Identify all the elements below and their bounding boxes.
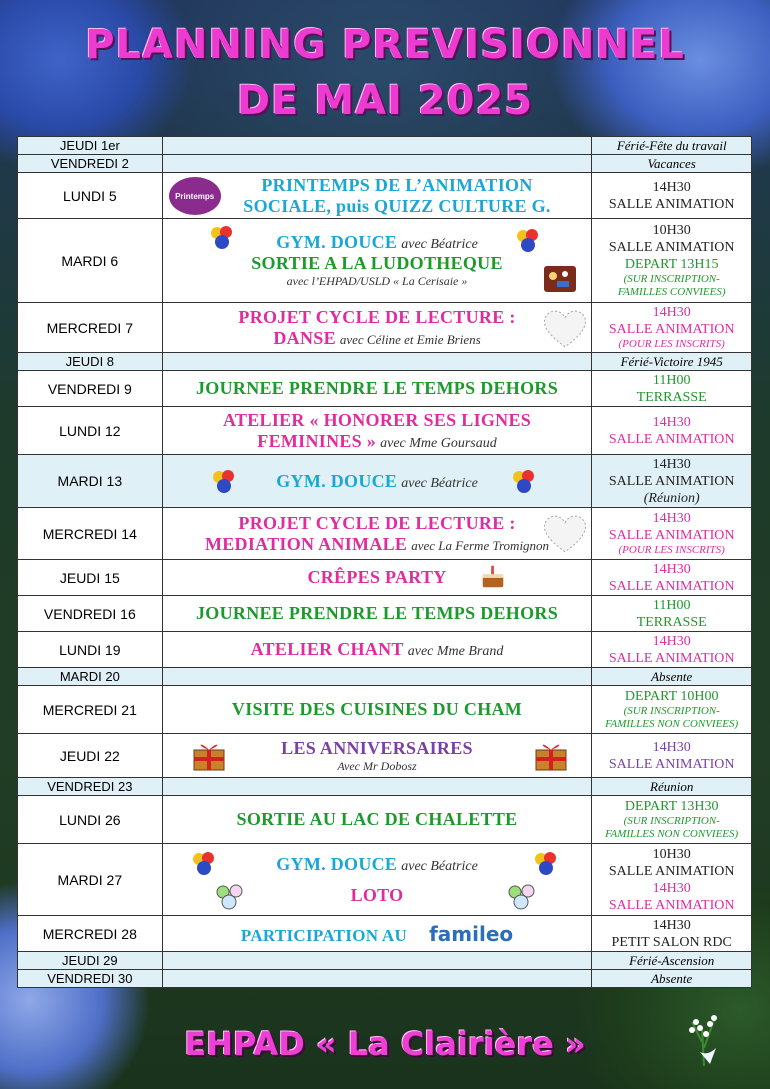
activity-subtitle: avec Béatrice — [401, 237, 478, 252]
activity-title: GYM. DOUCE — [276, 232, 398, 252]
activity-title: FEMININES » — [257, 430, 377, 451]
activity-line — [163, 854, 592, 875]
day-cell: LUNDI 19 — [18, 632, 163, 668]
info-line: SALLE ANIMATION — [608, 322, 735, 337]
day-cell: JEUDI 29 — [18, 952, 163, 970]
activity-line: PROJET CYCLE DE LECTURE : — [238, 512, 516, 533]
gift-icon — [533, 739, 569, 771]
info-note: (SUR INSCRIPTION- — [623, 815, 720, 827]
activity-title: GYM. DOUCE — [276, 853, 398, 874]
info-line: 14H30 — [652, 456, 691, 472]
activity-line: CRÊPES PARTY — [307, 567, 447, 587]
activity-line: LES ANNIVERSAIRES — [281, 737, 473, 758]
day-cell: JEUDI 22 — [18, 734, 163, 778]
info-cell: Absente — [592, 668, 752, 686]
table-row — [18, 734, 752, 778]
activity-cell — [162, 137, 592, 155]
info-line: 11H00 — [652, 372, 691, 388]
table-row — [18, 137, 752, 155]
table-row — [18, 371, 752, 407]
gym-balls-icon — [533, 850, 559, 876]
activity-subtitle: avec La Ferme Tromignon — [411, 537, 550, 553]
activity-subtitle: avec Céline et Emie Briens — [339, 331, 481, 347]
day-cell: JEUDI 15 — [18, 560, 163, 596]
activity-line — [163, 431, 592, 452]
activity-line: SORTIE A LA LUDOTHEQUE — [251, 253, 503, 273]
table-row — [18, 508, 752, 560]
info-line: 10H30 — [652, 223, 691, 238]
info-line: SALLE ANIMATION — [608, 196, 735, 212]
activity-subtitle: avec Mme Brand — [407, 644, 504, 659]
activity-cell — [162, 668, 592, 686]
info-line: 14H30 — [652, 305, 691, 320]
info-line: TERRASSE — [636, 614, 707, 630]
info-line: SALLE ANIMATION — [608, 240, 735, 255]
activity-line: SORTIE AU LAC DE CHALETTE — [236, 809, 518, 829]
loto-balls-icon — [507, 884, 537, 910]
table-row — [18, 916, 752, 952]
table-row — [18, 173, 752, 219]
activity-cell — [162, 596, 592, 632]
table-row — [18, 796, 752, 844]
activity-line: JOURNEE PRENDRE LE TEMPS DEHORS — [196, 603, 559, 623]
table-row — [18, 668, 752, 686]
info-cell — [592, 560, 752, 596]
info-line: SALLE ANIMATION — [608, 897, 735, 913]
activity-cell — [162, 632, 592, 668]
info-cell — [592, 916, 752, 952]
day-cell: VENDREDI 16 — [18, 596, 163, 632]
activity-cell — [162, 778, 592, 796]
day-cell: VENDREDI 30 — [18, 970, 163, 988]
info-line: 14H30 — [652, 511, 691, 526]
activity-cell — [162, 219, 592, 303]
lily-of-the-valley-icon — [680, 1008, 728, 1068]
activity-cell — [162, 844, 592, 916]
info-note: FAMILLES CONVIEES) — [617, 286, 726, 298]
activity-line: LOTO — [350, 884, 404, 905]
info-cell — [592, 796, 752, 844]
info-line: TERRASSE — [636, 389, 707, 405]
activity-subtitle: avec Béatrice — [401, 858, 478, 874]
info-line: 10H30 — [652, 846, 691, 862]
info-cell — [592, 844, 752, 916]
day-cell: MERCREDI 28 — [18, 916, 163, 952]
board-games-icon — [543, 263, 577, 295]
info-line: 14H30 — [652, 414, 691, 430]
day-cell: VENDREDI 2 — [18, 155, 163, 173]
page-title-line2: DE MAI 2025 — [236, 78, 534, 124]
table-row — [18, 686, 752, 734]
famileo-logo: famileo — [429, 921, 514, 946]
activity-cell — [162, 407, 592, 455]
gym-balls-icon — [191, 850, 217, 876]
day-cell: MARDI 27 — [18, 844, 163, 916]
info-line: DEPART 13H15 — [624, 257, 719, 272]
info-cell — [592, 407, 752, 455]
info-note: FAMILLES NON CONVIEES) — [605, 828, 739, 840]
activity-subtitle: avec Mme Goursaud — [380, 435, 497, 451]
activity-line — [163, 534, 592, 555]
activity-line: VISITE DES CUISINES DU CHAM — [231, 699, 523, 719]
info-line: 14H30 — [652, 917, 691, 933]
day-cell: MERCREDI 21 — [18, 686, 163, 734]
info-line: SALLE ANIMATION — [608, 756, 735, 772]
activity-line: avec l’EHPAD/USLD « La Cerisaie » — [286, 274, 468, 288]
planning-table — [17, 136, 752, 988]
info-cell — [592, 303, 752, 353]
info-cell — [592, 173, 752, 219]
day-cell: MARDI 13 — [18, 455, 163, 508]
table-row — [18, 560, 752, 596]
table-row — [18, 353, 752, 371]
info-line: 14H30 — [652, 633, 691, 649]
info-note: (POUR LES INSCRITS) — [618, 338, 725, 350]
gym-balls-icon — [209, 224, 235, 250]
info-cell — [592, 455, 752, 508]
day-cell: VENDREDI 23 — [18, 778, 163, 796]
info-line: (Réunion) — [643, 490, 700, 506]
activity-line: Avec Mr Dobosz — [337, 758, 417, 773]
info-line: 14H30 — [652, 561, 691, 577]
info-line: SALLE ANIMATION — [608, 863, 735, 879]
activity-title: PARTICIPATION AU — [240, 925, 408, 945]
activity-line: SOCIALE, puis QUIZZ CULTURE G. — [243, 195, 551, 216]
gift-icon — [191, 739, 227, 771]
day-cell: LUNDI 26 — [18, 796, 163, 844]
heart-icon — [539, 512, 591, 554]
activity-line: ATELIER « HONORER SES LIGNES — [222, 409, 532, 430]
gym-balls-icon — [515, 227, 541, 253]
info-cell: Absente — [592, 970, 752, 988]
info-line: SALLE ANIMATION — [608, 650, 735, 666]
info-cell: Férié-Fête du travail — [592, 137, 752, 155]
table-row — [18, 952, 752, 970]
info-note: (SUR INSCRIPTION- — [623, 273, 720, 285]
activity-cell — [162, 952, 592, 970]
day-cell: VENDREDI 9 — [18, 371, 163, 407]
info-cell — [592, 734, 752, 778]
table-row — [18, 155, 752, 173]
activity-line — [163, 639, 592, 660]
table-row — [18, 455, 752, 508]
activity-subtitle: avec Béatrice — [401, 475, 478, 491]
activity-line: PRINTEMPS DE L’ANIMATION — [261, 174, 533, 195]
table-row — [18, 778, 752, 796]
activity-cell — [162, 916, 592, 952]
crepes-cake-icon — [479, 563, 507, 591]
activity-line: PROJET CYCLE DE LECTURE : — [238, 306, 516, 327]
day-cell: LUNDI 5 — [18, 173, 163, 219]
info-line: SALLE ANIMATION — [608, 473, 735, 489]
activity-cell — [162, 970, 592, 988]
printemps-badge-icon — [169, 177, 221, 215]
activity-title: MEDIATION ANIMALE — [204, 533, 408, 554]
info-cell — [592, 219, 752, 303]
day-cell: JEUDI 1er — [18, 137, 163, 155]
table-row — [18, 219, 752, 303]
info-cell: Réunion — [592, 778, 752, 796]
activity-cell — [162, 686, 592, 734]
info-cell: Férié-Victoire 1945 — [592, 353, 752, 371]
info-line: SALLE ANIMATION — [608, 431, 735, 447]
activity-cell — [162, 303, 592, 353]
info-line: 14H30 — [652, 880, 691, 896]
day-cell: MARDI 20 — [18, 668, 163, 686]
activity-title: DANSE — [273, 327, 336, 348]
activity-cell — [162, 734, 592, 778]
info-line: 14H30 — [652, 179, 691, 195]
table-row — [18, 844, 752, 916]
info-cell: Férié-Ascension — [592, 952, 752, 970]
info-line: DEPART 10H00 — [624, 689, 719, 704]
activity-title: ATELIER CHANT — [250, 639, 404, 659]
info-line: 11H00 — [652, 597, 691, 613]
day-cell: MERCREDI 14 — [18, 508, 163, 560]
info-note: (POUR LES INSCRITS) — [618, 544, 725, 556]
info-line: 14H30 — [652, 739, 691, 755]
table-row — [18, 303, 752, 353]
day-cell: MERCREDI 7 — [18, 303, 163, 353]
info-cell — [592, 596, 752, 632]
gym-balls-icon — [511, 468, 537, 494]
activity-cell — [162, 353, 592, 371]
table-row — [18, 596, 752, 632]
table-row — [18, 407, 752, 455]
info-cell — [592, 371, 752, 407]
activity-title: GYM. DOUCE — [276, 470, 398, 491]
table-row — [18, 632, 752, 668]
printemps-badge-label: Printemps — [175, 191, 215, 201]
activity-line — [163, 328, 592, 349]
info-cell: Vacances — [592, 155, 752, 173]
info-line: SALLE ANIMATION — [608, 528, 735, 543]
activity-cell — [162, 560, 592, 596]
day-cell: LUNDI 12 — [18, 407, 163, 455]
activity-line: JOURNEE PRENDRE LE TEMPS DEHORS — [196, 378, 559, 398]
footer-title: EHPAD « La Clairière » — [184, 1025, 586, 1063]
table-row — [18, 970, 752, 988]
activity-cell — [162, 155, 592, 173]
info-cell — [592, 686, 752, 734]
activity-cell — [162, 796, 592, 844]
info-cell — [592, 632, 752, 668]
activity-cell — [162, 173, 592, 219]
info-line: SALLE ANIMATION — [608, 578, 735, 594]
info-line: PETIT SALON RDC — [611, 934, 732, 950]
activity-cell — [162, 371, 592, 407]
info-cell — [592, 508, 752, 560]
info-line: DEPART 13H30 — [624, 799, 719, 814]
info-note: (SUR INSCRIPTION- — [623, 705, 720, 717]
activity-cell — [162, 455, 592, 508]
heart-icon — [539, 307, 591, 349]
activity-cell — [162, 508, 592, 560]
loto-balls-icon — [215, 884, 245, 910]
day-cell: MARDI 6 — [18, 219, 163, 303]
gym-balls-icon — [211, 468, 237, 494]
info-note: FAMILLES NON CONVIEES) — [605, 718, 739, 730]
page-title-line1: PLANNING PREVISIONNEL — [85, 22, 685, 68]
day-cell: JEUDI 8 — [18, 353, 163, 371]
